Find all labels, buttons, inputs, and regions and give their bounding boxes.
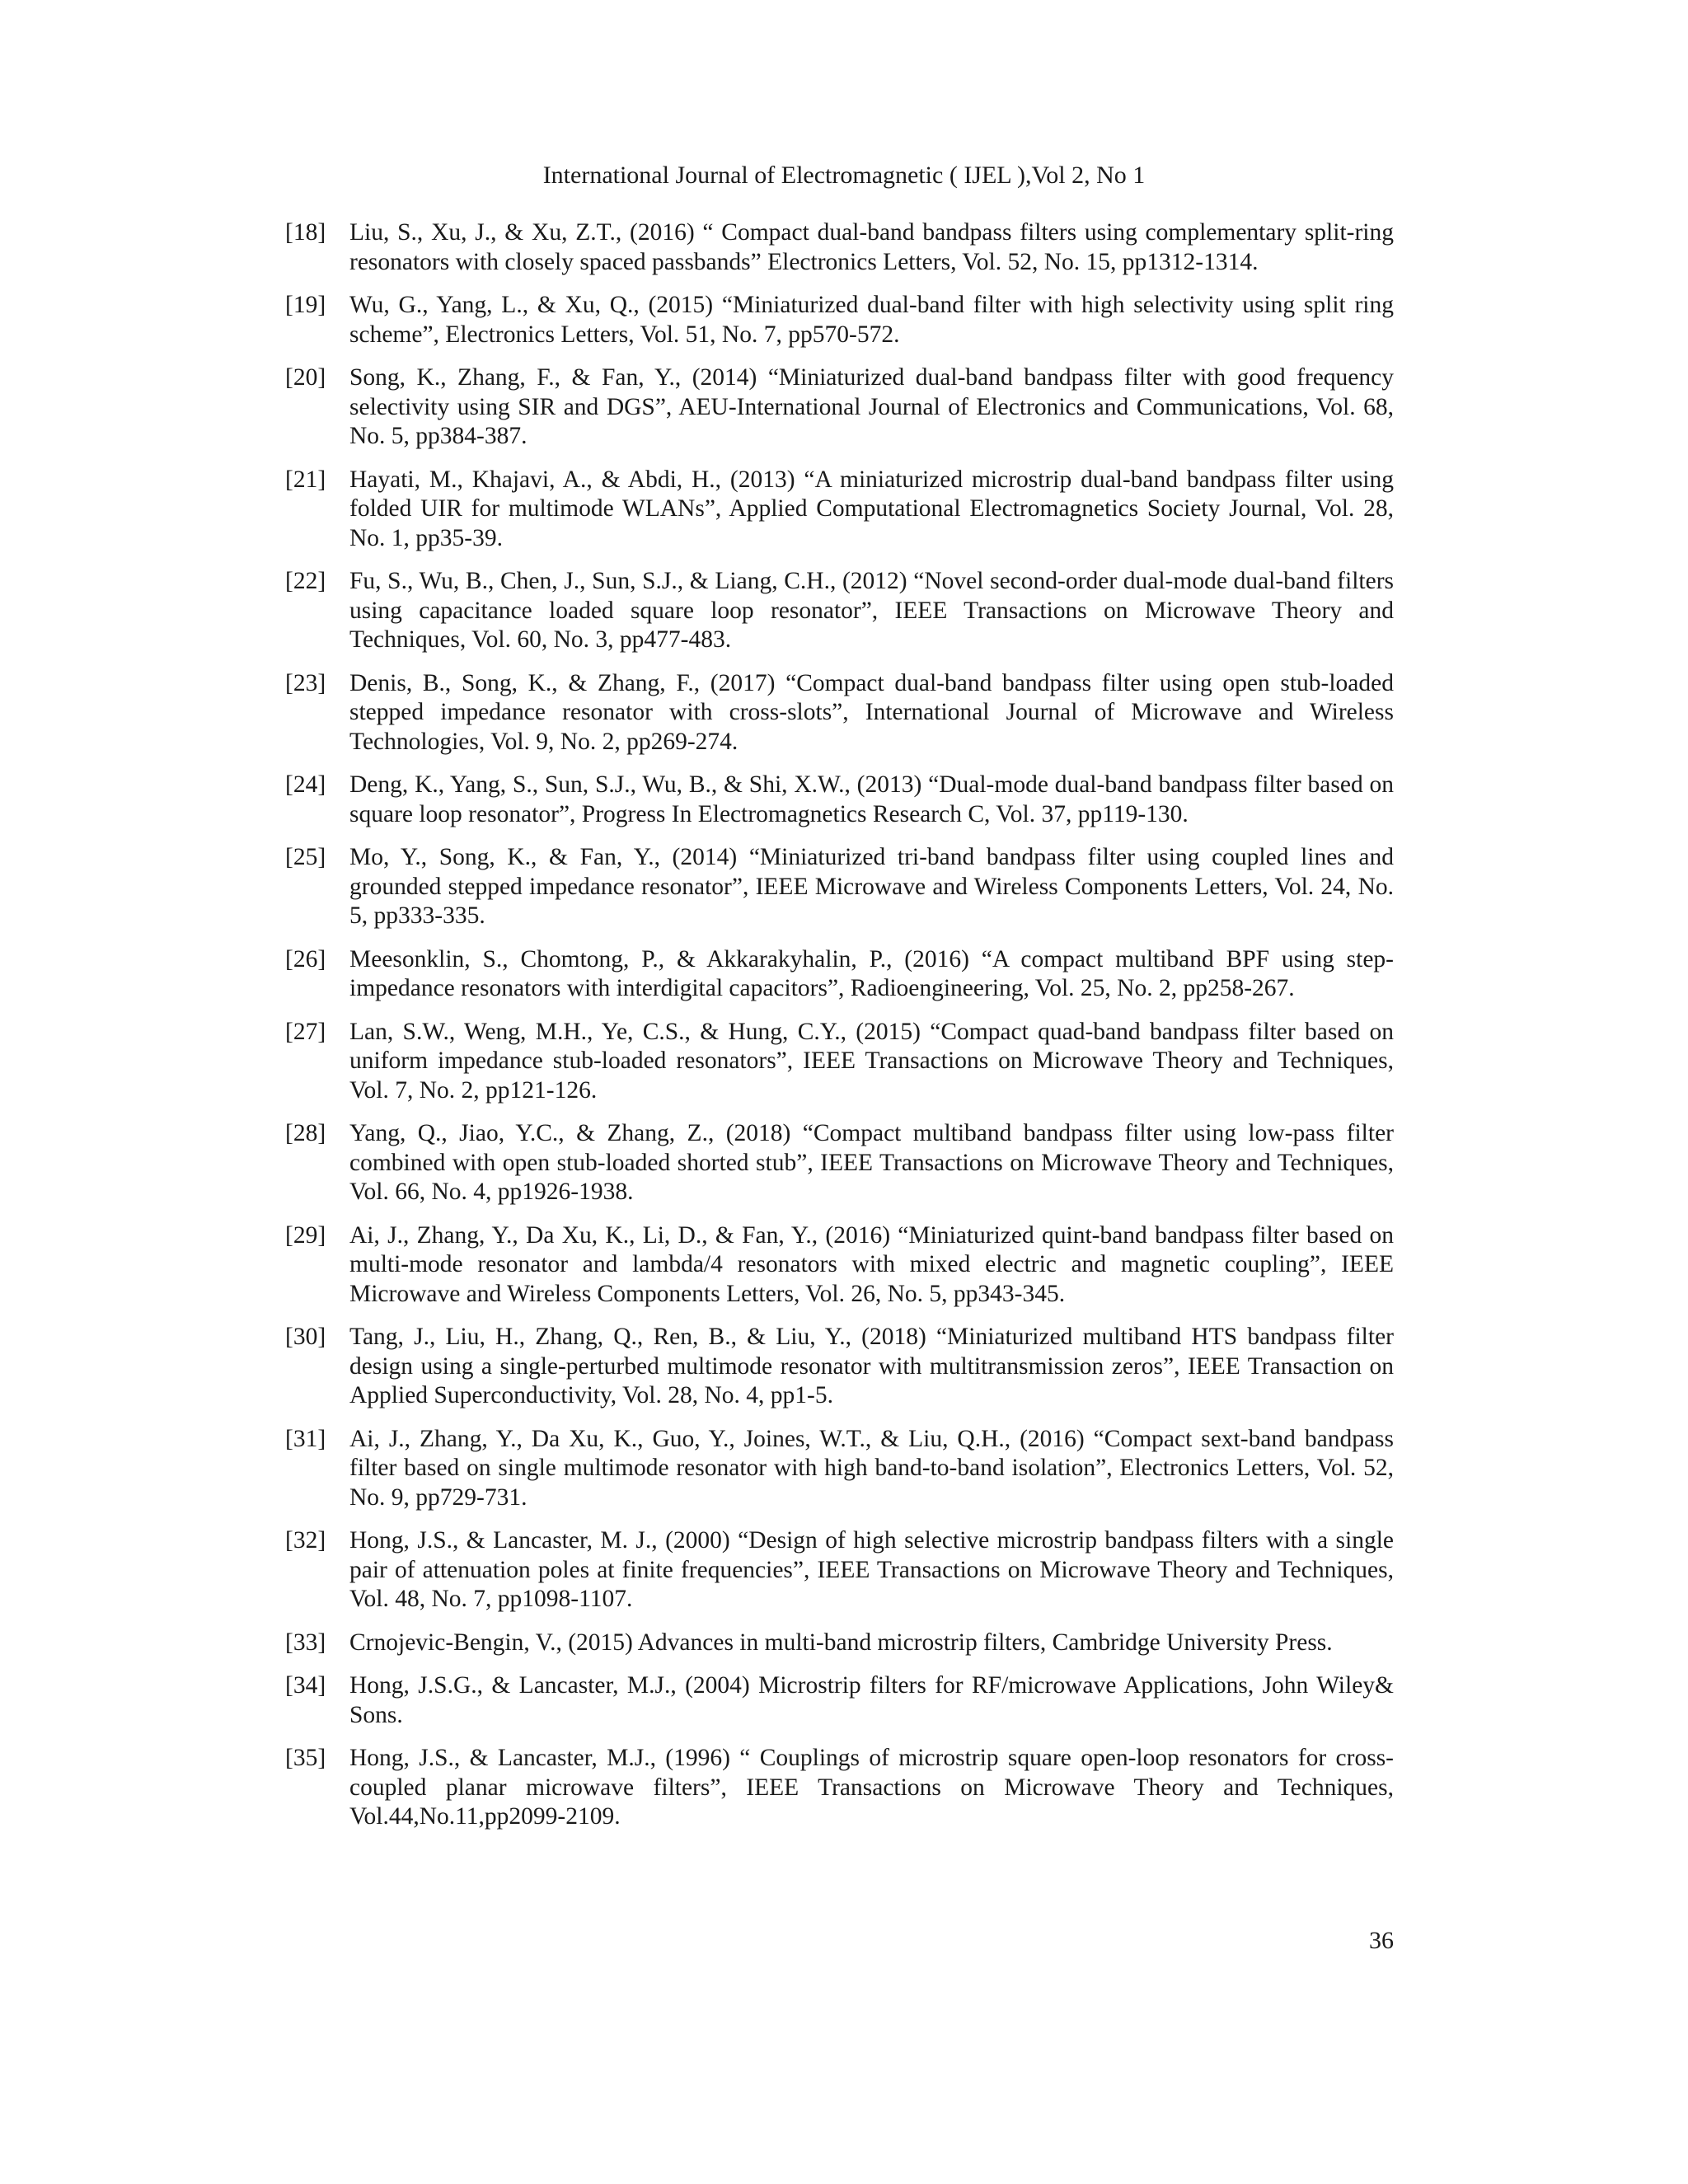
reference-number: [34] bbox=[285, 1672, 326, 1699]
reference-text: Hayati, M., Khajavi, A., & Abdi, H., (2013) “A miniaturized microstrip dual-band bandpass filter using folded UIR for multimode WLANs”, Applied Computational Electromagnetics Society Journal, Vol. 28, No. 1, pp35-39. bbox=[349, 466, 1394, 551]
page-number: 36 bbox=[1369, 1927, 1394, 1954]
reference-text: Wu, G., Yang, L., & Xu, Q., (2015) “Miniaturized dual-band filter with high selectivity using split ring scheme”, Electronics Letters, Vol. 51, No. 7, pp570-572. bbox=[349, 292, 1394, 348]
reference-number: [30] bbox=[285, 1324, 326, 1350]
reference-number: [25] bbox=[285, 844, 326, 870]
reference-number: [24] bbox=[285, 771, 326, 798]
reference-33 bbox=[285, 1629, 1394, 1658]
reference-number: [32] bbox=[285, 1527, 326, 1554]
reference-text: Lan, S.W., Weng, M.H., Ye, C.S., & Hung, C.Y., (2015) “Compact quad-band bandpass filter based on uniform impedance stub-loaded resonators”, IEEE Transactions on Microwave Theory and Techniques, Vol. 7, No. 2, pp121-126. bbox=[349, 1018, 1394, 1104]
reference-text: Denis, B., Song, K., & Zhang, F., (2017) “Compact dual-band bandpass filter using open stub-loaded stepped impedance resonator with cross-slots”, International Journal of Microwave and Wireless Technologies, Vol. 9, No. 2, pp269-274. bbox=[349, 669, 1394, 755]
reference-25 bbox=[285, 843, 1394, 931]
reference-text: Crnojevic-Bengin, V., (2015) Advances in multi-band microstrip filters, Cambridge University Press. bbox=[349, 1629, 1333, 1656]
reference-text: Meesonklin, S., Chomtong, P., & Akkarakyhalin, P., (2016) “A compact multiband BPF using step-impedance resonators with interdigital capacitors”, Radioengineering, Vol. 25, No. 2, pp258-267. bbox=[349, 945, 1394, 1001]
reference-number: [20] bbox=[285, 364, 326, 391]
reference-number: [21] bbox=[285, 466, 326, 493]
reference-23 bbox=[285, 669, 1394, 757]
reference-29 bbox=[285, 1221, 1394, 1310]
reference-27 bbox=[285, 1018, 1394, 1106]
reference-35 bbox=[285, 1744, 1394, 1832]
reference-30 bbox=[285, 1323, 1394, 1411]
reference-number: [29] bbox=[285, 1221, 326, 1249]
reference-number: [33] bbox=[285, 1629, 326, 1656]
reference-22 bbox=[285, 567, 1394, 655]
reference-number: [22] bbox=[285, 568, 326, 594]
journal-header: International Journal of Electromagnetic ( IJEL ),Vol 2, No 1 bbox=[542, 162, 1146, 189]
reference-number: [19] bbox=[285, 292, 326, 318]
reference-text: Hong, J.S., & Lancaster, M.J., (1996) “ Couplings of microstrip square open-loop resonators for cross-coupled planar microwave filters”, IEEE Transactions on Microwave Theory and Techniques, Vol.44,No.11,pp2099-2109. bbox=[349, 1745, 1394, 1830]
reference-text: Ai, J., Zhang, Y., Da Xu, K., Guo, Y., Joines, W.T., & Liu, Q.H., (2016) “Compact sext-band bandpass filter based on single multimode resonator with high band-to-band isolation”, Electronics Letters, Vol. 52, No. 9, pp729-731. bbox=[349, 1425, 1394, 1511]
reference-21 bbox=[285, 466, 1394, 554]
reference-32 bbox=[285, 1526, 1394, 1615]
reference-text: Hong, J.S., & Lancaster, M. J., (2000) “Design of high selective microstrip bandpass filters with a single pair of attenuation poles at finite frequencies”, IEEE Transactions on Microwave Theory and Techniques, Vol. 48, No. 7, pp1098-1107. bbox=[349, 1527, 1394, 1612]
reference-list bbox=[285, 218, 1394, 1846]
reference-text: Yang, Q., Jiao, Y.C., & Zhang, Z., (2018) “Compact multiband bandpass filter using low-pass filter combined with open stub-loaded shorted stub”, IEEE Transactions on Microwave Theory and Techniques, Vol. 66, No. 4, pp1926-1938. bbox=[349, 1120, 1394, 1205]
reference-number: [28] bbox=[285, 1120, 326, 1146]
reference-text: Fu, S., Wu, B., Chen, J., Sun, S.J., & Liang, C.H., (2012) “Novel second-order dual-mode dual-band filters using capacitance loaded square loop resonator”, IEEE Transactions on Microwave Theory and Techniques, Vol. 60, No. 3, pp477-483. bbox=[349, 568, 1394, 653]
reference-34 bbox=[285, 1671, 1394, 1730]
reference-text: Mo, Y., Song, K., & Fan, Y., (2014) “Miniaturized tri-band bandpass filter using coupled lines and grounded stepped impedance resonator”, IEEE Microwave and Wireless Components Letters, Vol. 24, No. 5, pp333-335. bbox=[349, 844, 1394, 929]
reference-number: [26] bbox=[285, 945, 326, 972]
reference-number: [35] bbox=[285, 1745, 326, 1771]
reference-24 bbox=[285, 771, 1394, 829]
reference-text: Ai, J., Zhang, Y., Da Xu, K., Li, D., & Fan, Y., (2016) “Miniaturized quint-band bandpass filter based on multi-mode resonator and lambda/4 resonators with mixed electric and magnetic coupling”, IEEE Microwave and Wireless Components Letters, Vol. 26, No. 5, pp343-345. bbox=[349, 1221, 1394, 1307]
reference-20 bbox=[285, 363, 1394, 452]
reference-26 bbox=[285, 945, 1394, 1004]
reference-number: [27] bbox=[285, 1018, 326, 1045]
reference-18 bbox=[285, 218, 1394, 277]
reference-19 bbox=[285, 291, 1394, 349]
reference-text: Liu, S., Xu, J., & Xu, Z.T., (2016) “ Compact dual-band bandpass filters using complementary split-ring resonators with closely spaced passbands” Electronics Letters, Vol. 52, No. 15, pp1312-1314. bbox=[349, 219, 1394, 275]
reference-number: [23] bbox=[285, 669, 326, 696]
reference-text: Deng, K., Yang, S., Sun, S.J., Wu, B., & Shi, X.W., (2013) “Dual-mode dual-band bandpass filter based on square loop resonator”, Progress In Electromagnetics Research C, Vol. 37, pp119-130. bbox=[349, 771, 1394, 827]
reference-text: Tang, J., Liu, H., Zhang, Q., Ren, B., & Liu, Y., (2018) “Miniaturized multiband HTS bandpass filter design using a single-perturbed multimode resonator with multitransmission zeros”, IEEE Transaction on Applied Superconductivity, Vol. 28, No. 4, pp1-5. bbox=[349, 1324, 1394, 1408]
reference-31 bbox=[285, 1425, 1394, 1513]
reference-28 bbox=[285, 1119, 1394, 1207]
reference-text: Hong, J.S.G., & Lancaster, M.J., (2004) Microstrip filters for RF/microwave Applications, John Wiley& Sons. bbox=[349, 1672, 1394, 1728]
reference-number: [31] bbox=[285, 1425, 326, 1452]
reference-text: Song, K., Zhang, F., & Fan, Y., (2014) “Miniaturized dual-band bandpass filter with good frequency selectivity using SIR and DGS”, AEU-International Journal of Electronics and Communications, Vol. 68, No. 5, pp384-387. bbox=[349, 364, 1394, 449]
reference-number: [18] bbox=[285, 219, 326, 246]
